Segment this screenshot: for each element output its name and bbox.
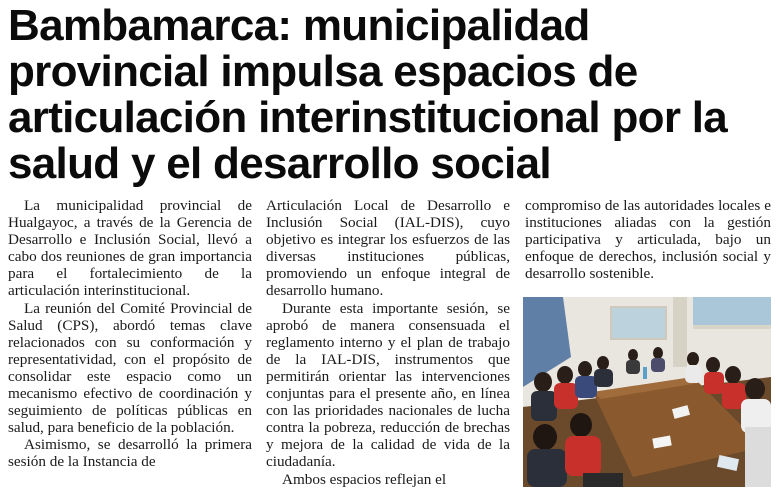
headline-line-2: provincial impulsa espacios de xyxy=(8,47,638,96)
paragraph: Durante esta importante sesión, se aprobó de manera consensuada el reglamento interno y el plan de trabajo de la IAL-DIS, instrumentos que permitirán orientar las intervenciones conjuntas para el presente año, en línea con las prioridades nacionales de lucha contra la pobreza, reducción de brechas y mejora de la calidad de vida de la ciudadanía. xyxy=(266,299,510,471)
paragraph: La reunión del Comité Provincial de Salud (CPS), abordó temas clave relacionados con su conformación y representatividad, con el propósito de consolidar este espacio como un mecanismo efectivo de coordinación y seguimiento de políticas públicas en salud, para beneficio de la población. xyxy=(8,299,252,437)
meeting-photo-icon xyxy=(523,297,771,487)
article-column-1 xyxy=(8,197,252,471)
headline-line-1: Bambamarca: municipalidad xyxy=(8,1,590,50)
meeting-photo xyxy=(523,297,771,487)
headline xyxy=(8,3,773,187)
paragraph: Ambos espacios reflejan el xyxy=(282,470,447,488)
article-column-3 xyxy=(525,197,771,282)
paragraph: compromiso de las autoridades locales e instituciones aliadas con la gestión participativa y articulada, bajo un enfoque de derechos, inclusión social y desarrollo sostenible. xyxy=(525,197,771,283)
article-column-2 xyxy=(266,197,510,488)
paragraph: Asimismo, se desarrolló la primera sesión de la Instancia de xyxy=(8,436,252,471)
headline-line-4: salud y el desarrollo social xyxy=(8,139,551,188)
paragraph: La municipalidad provincial de Hualgayoc, a través de la Gerencia de Desarrollo e Inclusión Social, llevó a cabo dos reuniones de gran importancia para el fortalecimiento de la articulación interinstitucional. xyxy=(8,197,252,300)
headline-line-3: articulación interinstitucional por la xyxy=(8,93,728,142)
paragraph: Articulación Local de Desarrollo e Inclusión Social (IAL-DIS), cuyo objetivo es integrar los esfuerzos de las diversas instituciones públicas, promoviendo un enfoque integral de desarrollo humano. xyxy=(266,197,510,300)
